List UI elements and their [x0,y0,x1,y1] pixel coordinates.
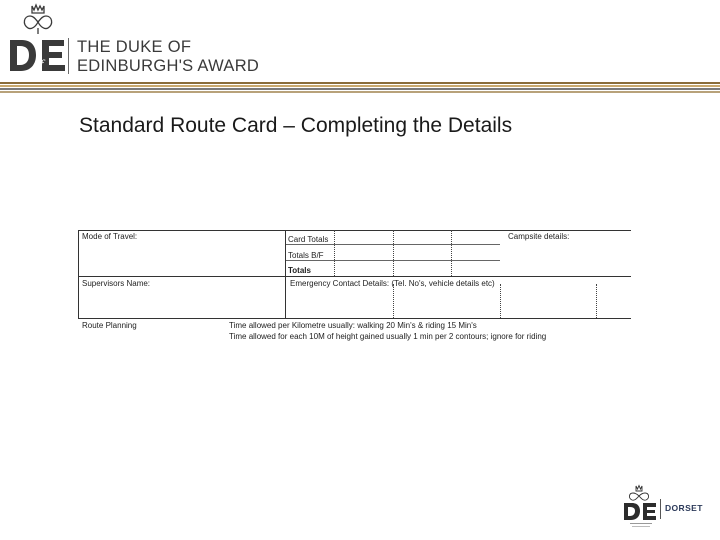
logo-line-2: EDINBURGH'S AWARD [77,57,260,75]
label-totals-bf: Totals B/F [288,251,324,260]
region-label: DORSET [665,503,703,513]
rule-mid [78,276,631,277]
vrule-totals [285,230,286,276]
logo-divider [68,38,69,74]
vrule-dotted-1 [334,230,335,276]
rule-lower [78,318,631,319]
crown-cypher-icon [8,2,68,76]
label-supervisors-name: Supervisors Name: [82,279,151,288]
vrule-dotted-2 [393,230,394,276]
stripe-3 [0,88,720,90]
stripe-2 [0,85,720,87]
label-time-per-km: Time allowed per Kilometre usually: walking 20 Min's & riding 15 Min's [229,321,477,330]
label-emergency-contact: Emergency Contact Details: (Tel. No's, vehicle details etc) [290,279,495,288]
vrule-dotted-3 [451,230,452,276]
vrule-emergency [285,276,286,318]
slide-title: Standard Route Card – Completing the Details [79,114,513,137]
vrule-dotted-4 [393,284,394,318]
logo-line-1: THE DUKE OF [77,38,192,56]
label-time-height: Time allowed for each 10M of height gained usually 1 min per 2 contours; ignore for riding [229,332,547,341]
header-stripes [0,82,720,94]
small-dofe-icon [622,484,662,530]
stripe-4 [0,91,720,93]
label-route-planning: Route Planning [82,321,137,330]
label-campsite-details: Campsite details: [508,232,570,241]
vrule-dotted-6 [596,284,597,318]
rule-top [78,230,631,231]
corner-divider [660,499,661,519]
svg-text:of: of [33,58,44,71]
dofe-logo [8,2,68,76]
label-mode-of-travel: Mode of Travel: [82,232,138,241]
vrule-left [78,230,79,319]
logo-wordmark [77,38,259,76]
vrule-dotted-5 [500,284,501,318]
stripe-1 [0,82,720,84]
route-card [78,228,631,346]
label-card-totals: Card Totals [288,235,329,244]
label-totals: Totals [288,266,311,275]
